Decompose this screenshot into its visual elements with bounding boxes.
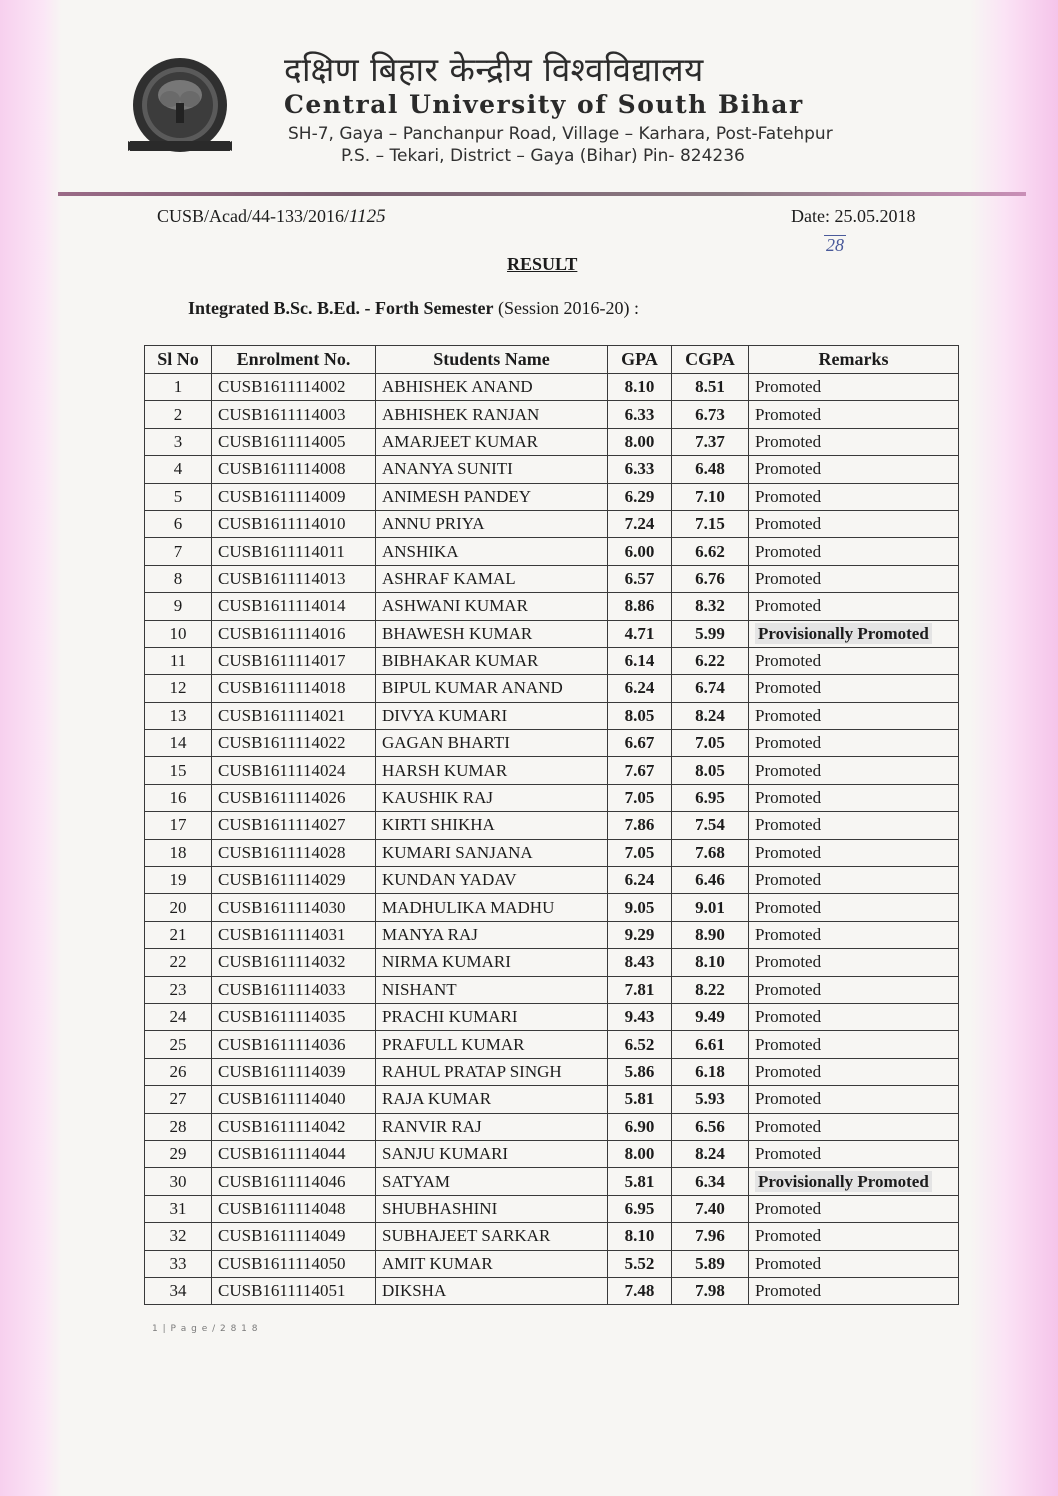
- cell-student-name: ABHISHEK ANAND: [376, 374, 608, 401]
- cell-gpa: 5.52: [608, 1250, 672, 1277]
- cell-enrolment: CUSB1611114049: [212, 1223, 376, 1250]
- cell-gpa: 5.81: [608, 1168, 672, 1195]
- cell-enrolment: CUSB1611114048: [212, 1195, 376, 1222]
- cell-enrolment: CUSB1611114008: [212, 456, 376, 483]
- cell-remarks: Promoted: [749, 483, 959, 510]
- cell-remarks: Promoted: [749, 1003, 959, 1030]
- cell-student-name: ASHRAF KAMAL: [376, 565, 608, 592]
- table-row: [145, 1003, 959, 1030]
- cell-sl-no: 22: [145, 949, 212, 976]
- cell-enrolment: CUSB1611114029: [212, 867, 376, 894]
- cell-enrolment: CUSB1611114016: [212, 620, 376, 647]
- cell-gpa: 8.10: [608, 374, 672, 401]
- cell-sl-no: 19: [145, 867, 212, 894]
- cell-remarks: Promoted: [749, 1031, 959, 1058]
- cell-gpa: 7.48: [608, 1277, 672, 1304]
- cell-student-name: HARSH KUMAR: [376, 757, 608, 784]
- cell-sl-no: 30: [145, 1168, 212, 1195]
- table-row: [145, 1031, 959, 1058]
- cell-enrolment: CUSB1611114024: [212, 757, 376, 784]
- table-row: [145, 976, 959, 1003]
- cell-enrolment: CUSB1611114042: [212, 1113, 376, 1140]
- cell-cgpa: 5.89: [672, 1250, 749, 1277]
- university-name-english: Central University of South Bihar: [284, 90, 804, 119]
- table-row: [145, 921, 959, 948]
- cell-student-name: PRACHI KUMARI: [376, 1003, 608, 1030]
- cell-sl-no: 5: [145, 483, 212, 510]
- cell-sl-no: 11: [145, 647, 212, 674]
- table-header-row: [145, 346, 959, 374]
- table-row: [145, 565, 959, 592]
- cell-remarks: Promoted: [749, 867, 959, 894]
- cell-gpa: 6.24: [608, 675, 672, 702]
- cell-student-name: MADHULIKA MADHU: [376, 894, 608, 921]
- cell-remarks: Promoted: [749, 784, 959, 811]
- cell-remarks: Promoted: [749, 1195, 959, 1222]
- cell-student-name: KUNDAN YADAV: [376, 867, 608, 894]
- cell-gpa: 5.81: [608, 1086, 672, 1113]
- cell-enrolment: CUSB1611114035: [212, 1003, 376, 1030]
- cell-enrolment: CUSB1611114014: [212, 593, 376, 620]
- cell-gpa: 6.57: [608, 565, 672, 592]
- cell-enrolment: CUSB1611114026: [212, 784, 376, 811]
- cell-student-name: ASHWANI KUMAR: [376, 593, 608, 620]
- cell-cgpa: 6.74: [672, 675, 749, 702]
- cell-sl-no: 17: [145, 812, 212, 839]
- cell-student-name: SANJU KUMARI: [376, 1140, 608, 1167]
- cell-cgpa: 8.51: [672, 374, 749, 401]
- cell-remarks: Promoted: [749, 730, 959, 757]
- table-row: [145, 1086, 959, 1113]
- cell-remarks: Promoted: [749, 428, 959, 455]
- table-row: [145, 620, 959, 647]
- cell-enrolment: CUSB1611114002: [212, 374, 376, 401]
- cell-gpa: 8.86: [608, 593, 672, 620]
- cell-gpa: 8.00: [608, 428, 672, 455]
- cell-gpa: 7.24: [608, 510, 672, 537]
- cell-gpa: 6.33: [608, 456, 672, 483]
- right-margin-tint: [970, 0, 1058, 1496]
- table-row: [145, 1250, 959, 1277]
- university-name-hindi: दक्षिण बिहार केन्द्रीय विश्वविद्यालय: [284, 50, 704, 89]
- cell-gpa: 8.05: [608, 702, 672, 729]
- cell-enrolment: CUSB1611114039: [212, 1058, 376, 1085]
- cell-cgpa: 8.90: [672, 921, 749, 948]
- cell-gpa: 7.67: [608, 757, 672, 784]
- cell-student-name: ANNU PRIYA: [376, 510, 608, 537]
- cell-remarks: Promoted: [749, 647, 959, 674]
- table-row: [145, 1195, 959, 1222]
- cell-student-name: KIRTI SHIKHA: [376, 812, 608, 839]
- cell-cgpa: 7.40: [672, 1195, 749, 1222]
- cell-cgpa: 7.98: [672, 1277, 749, 1304]
- cell-sl-no: 12: [145, 675, 212, 702]
- cell-student-name: RANVIR RAJ: [376, 1113, 608, 1140]
- cell-remarks: Promoted: [749, 812, 959, 839]
- table-row: [145, 1140, 959, 1167]
- cell-student-name: AMARJEET KUMAR: [376, 428, 608, 455]
- cell-cgpa: 6.56: [672, 1113, 749, 1140]
- table-row: [145, 1168, 959, 1195]
- cell-sl-no: 29: [145, 1140, 212, 1167]
- page-footer: 1 | P a g e / 2 8 1 8: [152, 1324, 259, 1334]
- cell-enrolment: CUSB1611114036: [212, 1031, 376, 1058]
- cell-sl-no: 34: [145, 1277, 212, 1304]
- cell-enrolment: CUSB1611114032: [212, 949, 376, 976]
- cell-enrolment: CUSB1611114046: [212, 1168, 376, 1195]
- cell-cgpa: 7.05: [672, 730, 749, 757]
- cell-student-name: DIVYA KUMARI: [376, 702, 608, 729]
- table-row: [145, 730, 959, 757]
- cell-sl-no: 26: [145, 1058, 212, 1085]
- cell-cgpa: 8.24: [672, 702, 749, 729]
- university-seal-tree-icon: [128, 55, 232, 159]
- cell-remarks: Promoted: [749, 1058, 959, 1085]
- cell-sl-no: 24: [145, 1003, 212, 1030]
- cell-cgpa: 6.95: [672, 784, 749, 811]
- table-body: [145, 374, 959, 1305]
- cell-cgpa: 7.96: [672, 1223, 749, 1250]
- cell-student-name: ABHISHEK RANJAN: [376, 401, 608, 428]
- cell-remarks: Promoted: [749, 675, 959, 702]
- cell-gpa: 6.00: [608, 538, 672, 565]
- cell-gpa: 6.33: [608, 401, 672, 428]
- table-row: [145, 702, 959, 729]
- table-row: [145, 1277, 959, 1304]
- programme-subtitle: [188, 298, 639, 319]
- cell-sl-no: 13: [145, 702, 212, 729]
- cell-student-name: DIKSHA: [376, 1277, 608, 1304]
- cell-cgpa: 6.62: [672, 538, 749, 565]
- cell-gpa: 6.24: [608, 867, 672, 894]
- cell-student-name: SUBHAJEET SARKAR: [376, 1223, 608, 1250]
- cell-remarks: Promoted: [749, 1277, 959, 1304]
- col-header-cgpa: CGPA: [672, 346, 749, 374]
- table-row: [145, 647, 959, 674]
- table-row: [145, 784, 959, 811]
- cell-gpa: 6.90: [608, 1113, 672, 1140]
- handwritten-page-mark: 28: [826, 235, 844, 255]
- cell-cgpa: 6.48: [672, 456, 749, 483]
- cell-remarks: Promoted: [749, 702, 959, 729]
- cell-student-name: RAJA KUMAR: [376, 1086, 608, 1113]
- cell-enrolment: CUSB1611114030: [212, 894, 376, 921]
- cell-cgpa: 6.18: [672, 1058, 749, 1085]
- result-title: RESULT: [507, 254, 578, 274]
- cell-gpa: 8.43: [608, 949, 672, 976]
- cell-remarks: Promoted: [749, 401, 959, 428]
- cell-student-name: KUMARI SANJANA: [376, 839, 608, 866]
- cell-gpa: 6.14: [608, 647, 672, 674]
- address-line-2: P.S. – Tekari, District – Gaya (Bihar) Pin- 824236: [341, 146, 745, 166]
- cell-sl-no: 23: [145, 976, 212, 1003]
- cell-sl-no: 25: [145, 1031, 212, 1058]
- reference-handwritten-suffix: 1125: [349, 206, 386, 227]
- table-row: [145, 949, 959, 976]
- col-header-remarks: Remarks: [749, 346, 959, 374]
- cell-student-name: BIPUL KUMAR ANAND: [376, 675, 608, 702]
- cell-student-name: MANYA RAJ: [376, 921, 608, 948]
- cell-cgpa: 9.49: [672, 1003, 749, 1030]
- cell-enrolment: CUSB1611114011: [212, 538, 376, 565]
- cell-sl-no: 16: [145, 784, 212, 811]
- table-row: [145, 538, 959, 565]
- table-row: [145, 1058, 959, 1085]
- cell-cgpa: 6.46: [672, 867, 749, 894]
- header-divider: [58, 192, 1026, 196]
- cell-cgpa: 6.61: [672, 1031, 749, 1058]
- cell-student-name: KAUSHIK RAJ: [376, 784, 608, 811]
- cell-cgpa: 8.32: [672, 593, 749, 620]
- table-row: [145, 428, 959, 455]
- cell-remarks: Promoted: [749, 593, 959, 620]
- table-row: [145, 401, 959, 428]
- cell-sl-no: 6: [145, 510, 212, 537]
- left-margin-tint: [0, 0, 62, 1496]
- col-header-enrolment: Enrolment No.: [212, 346, 376, 374]
- cell-gpa: 7.86: [608, 812, 672, 839]
- cell-remarks: Promoted: [749, 374, 959, 401]
- cell-cgpa: 8.22: [672, 976, 749, 1003]
- cell-sl-no: 21: [145, 921, 212, 948]
- col-header-student-name: Students Name: [376, 346, 608, 374]
- cell-sl-no: 14: [145, 730, 212, 757]
- result-table: [144, 345, 959, 1305]
- cell-cgpa: 5.93: [672, 1086, 749, 1113]
- cell-cgpa: 8.10: [672, 949, 749, 976]
- reference-number-text: CUSB/Acad/44-133/2016/: [157, 206, 349, 226]
- cell-cgpa: 6.22: [672, 647, 749, 674]
- cell-cgpa: 7.54: [672, 812, 749, 839]
- cell-sl-no: 7: [145, 538, 212, 565]
- address-line-1: SH-7, Gaya – Panchanpur Road, Village – Karhara, Post-Fatehpur: [288, 124, 833, 144]
- programme-name: Integrated B.Sc. B.Ed. - Forth Semester: [188, 298, 494, 318]
- cell-enrolment: CUSB1611114031: [212, 921, 376, 948]
- cell-sl-no: 20: [145, 894, 212, 921]
- cell-gpa: 6.52: [608, 1031, 672, 1058]
- table-row: [145, 1113, 959, 1140]
- cell-student-name: NISHANT: [376, 976, 608, 1003]
- cell-sl-no: 32: [145, 1223, 212, 1250]
- cell-student-name: GAGAN BHARTI: [376, 730, 608, 757]
- col-header-sl-no: Sl No: [145, 346, 212, 374]
- cell-remarks: Promoted: [749, 839, 959, 866]
- cell-gpa: 7.81: [608, 976, 672, 1003]
- cell-student-name: ANANYA SUNITI: [376, 456, 608, 483]
- cell-remarks: Promoted: [749, 949, 959, 976]
- cell-cgpa: 9.01: [672, 894, 749, 921]
- cell-remarks: Promoted: [749, 894, 959, 921]
- cell-enrolment: CUSB1611114040: [212, 1086, 376, 1113]
- cell-enrolment: CUSB1611114033: [212, 976, 376, 1003]
- cell-remarks: Promoted: [749, 757, 959, 784]
- cell-gpa: 8.10: [608, 1223, 672, 1250]
- cell-cgpa: 8.24: [672, 1140, 749, 1167]
- cell-student-name: NIRMA KUMARI: [376, 949, 608, 976]
- cell-cgpa: 6.76: [672, 565, 749, 592]
- session-text: (Session 2016-20) :: [493, 298, 639, 318]
- cell-cgpa: 7.37: [672, 428, 749, 455]
- cell-cgpa: 7.10: [672, 483, 749, 510]
- cell-student-name: SATYAM: [376, 1168, 608, 1195]
- cell-gpa: 8.00: [608, 1140, 672, 1167]
- cell-gpa: 9.43: [608, 1003, 672, 1030]
- table-row: [145, 510, 959, 537]
- cell-student-name: BIBHAKAR KUMAR: [376, 647, 608, 674]
- cell-remarks: Promoted: [749, 1113, 959, 1140]
- cell-sl-no: 18: [145, 839, 212, 866]
- table-row: [145, 483, 959, 510]
- table-row: [145, 839, 959, 866]
- cell-enrolment: CUSB1611114003: [212, 401, 376, 428]
- cell-sl-no: 33: [145, 1250, 212, 1277]
- cell-gpa: 6.29: [608, 483, 672, 510]
- cell-sl-no: 9: [145, 593, 212, 620]
- issue-date: Date: 25.05.2018: [791, 206, 916, 226]
- table-row: [145, 456, 959, 483]
- table-row: [145, 757, 959, 784]
- cell-enrolment: CUSB1611114010: [212, 510, 376, 537]
- cell-remarks: Promoted: [749, 1250, 959, 1277]
- cell-student-name: AMIT KUMAR: [376, 1250, 608, 1277]
- cell-sl-no: 28: [145, 1113, 212, 1140]
- cell-remarks: Promoted: [749, 976, 959, 1003]
- cell-remarks: Promoted: [749, 1223, 959, 1250]
- cell-sl-no: 2: [145, 401, 212, 428]
- cell-gpa: 9.05: [608, 894, 672, 921]
- cell-student-name: PRAFULL KUMAR: [376, 1031, 608, 1058]
- cell-remarks: Promoted: [749, 1086, 959, 1113]
- cell-cgpa: 7.68: [672, 839, 749, 866]
- cell-student-name: BHAWESH KUMAR: [376, 620, 608, 647]
- cell-sl-no: 3: [145, 428, 212, 455]
- table-row: [145, 374, 959, 401]
- cell-student-name: ANIMESH PANDEY: [376, 483, 608, 510]
- table-row: [145, 675, 959, 702]
- cell-sl-no: 8: [145, 565, 212, 592]
- cell-cgpa: 7.15: [672, 510, 749, 537]
- cell-cgpa: 5.99: [672, 620, 749, 647]
- table-row: [145, 812, 959, 839]
- cell-enrolment: CUSB1611114051: [212, 1277, 376, 1304]
- cell-remarks: Promoted: [749, 510, 959, 537]
- remark-highlight: Provisionally Promoted: [755, 1171, 932, 1192]
- cell-gpa: 4.71: [608, 620, 672, 647]
- cell-enrolment: CUSB1611114009: [212, 483, 376, 510]
- cell-sl-no: 10: [145, 620, 212, 647]
- cell-student-name: RAHUL PRATAP SINGH: [376, 1058, 608, 1085]
- col-header-gpa: GPA: [608, 346, 672, 374]
- cell-gpa: 9.29: [608, 921, 672, 948]
- cell-gpa: 6.67: [608, 730, 672, 757]
- table-row: [145, 593, 959, 620]
- cell-remarks: Promoted: [749, 921, 959, 948]
- cell-cgpa: 6.73: [672, 401, 749, 428]
- table-row: [145, 1223, 959, 1250]
- cell-enrolment: CUSB1611114017: [212, 647, 376, 674]
- cell-enrolment: CUSB1611114005: [212, 428, 376, 455]
- cell-sl-no: 1: [145, 374, 212, 401]
- cell-student-name: SHUBHASHINI: [376, 1195, 608, 1222]
- cell-remarks: Promoted: [749, 538, 959, 565]
- cell-cgpa: 8.05: [672, 757, 749, 784]
- cell-enrolment: CUSB1611114050: [212, 1250, 376, 1277]
- cell-enrolment: CUSB1611114027: [212, 812, 376, 839]
- remark-highlight: Provisionally Promoted: [755, 623, 932, 644]
- cell-remarks: Promoted: [749, 565, 959, 592]
- reference-number: [157, 206, 386, 228]
- cell-remarks: Promoted: [749, 456, 959, 483]
- cell-gpa: 7.05: [608, 839, 672, 866]
- cell-remarks: Promoted: [749, 1140, 959, 1167]
- cell-enrolment: CUSB1611114022: [212, 730, 376, 757]
- cell-sl-no: 4: [145, 456, 212, 483]
- cell-remarks: [749, 1168, 959, 1195]
- cell-enrolment: CUSB1611114021: [212, 702, 376, 729]
- cell-sl-no: 27: [145, 1086, 212, 1113]
- cell-cgpa: 6.34: [672, 1168, 749, 1195]
- table-row: [145, 894, 959, 921]
- cell-gpa: 7.05: [608, 784, 672, 811]
- cell-enrolment: CUSB1611114044: [212, 1140, 376, 1167]
- cell-gpa: 6.95: [608, 1195, 672, 1222]
- cell-student-name: ANSHIKA: [376, 538, 608, 565]
- cell-sl-no: 31: [145, 1195, 212, 1222]
- cell-enrolment: CUSB1611114018: [212, 675, 376, 702]
- cell-sl-no: 15: [145, 757, 212, 784]
- cell-remarks: [749, 620, 959, 647]
- table-row: [145, 867, 959, 894]
- cell-gpa: 5.86: [608, 1058, 672, 1085]
- cell-enrolment: CUSB1611114028: [212, 839, 376, 866]
- cell-enrolment: CUSB1611114013: [212, 565, 376, 592]
